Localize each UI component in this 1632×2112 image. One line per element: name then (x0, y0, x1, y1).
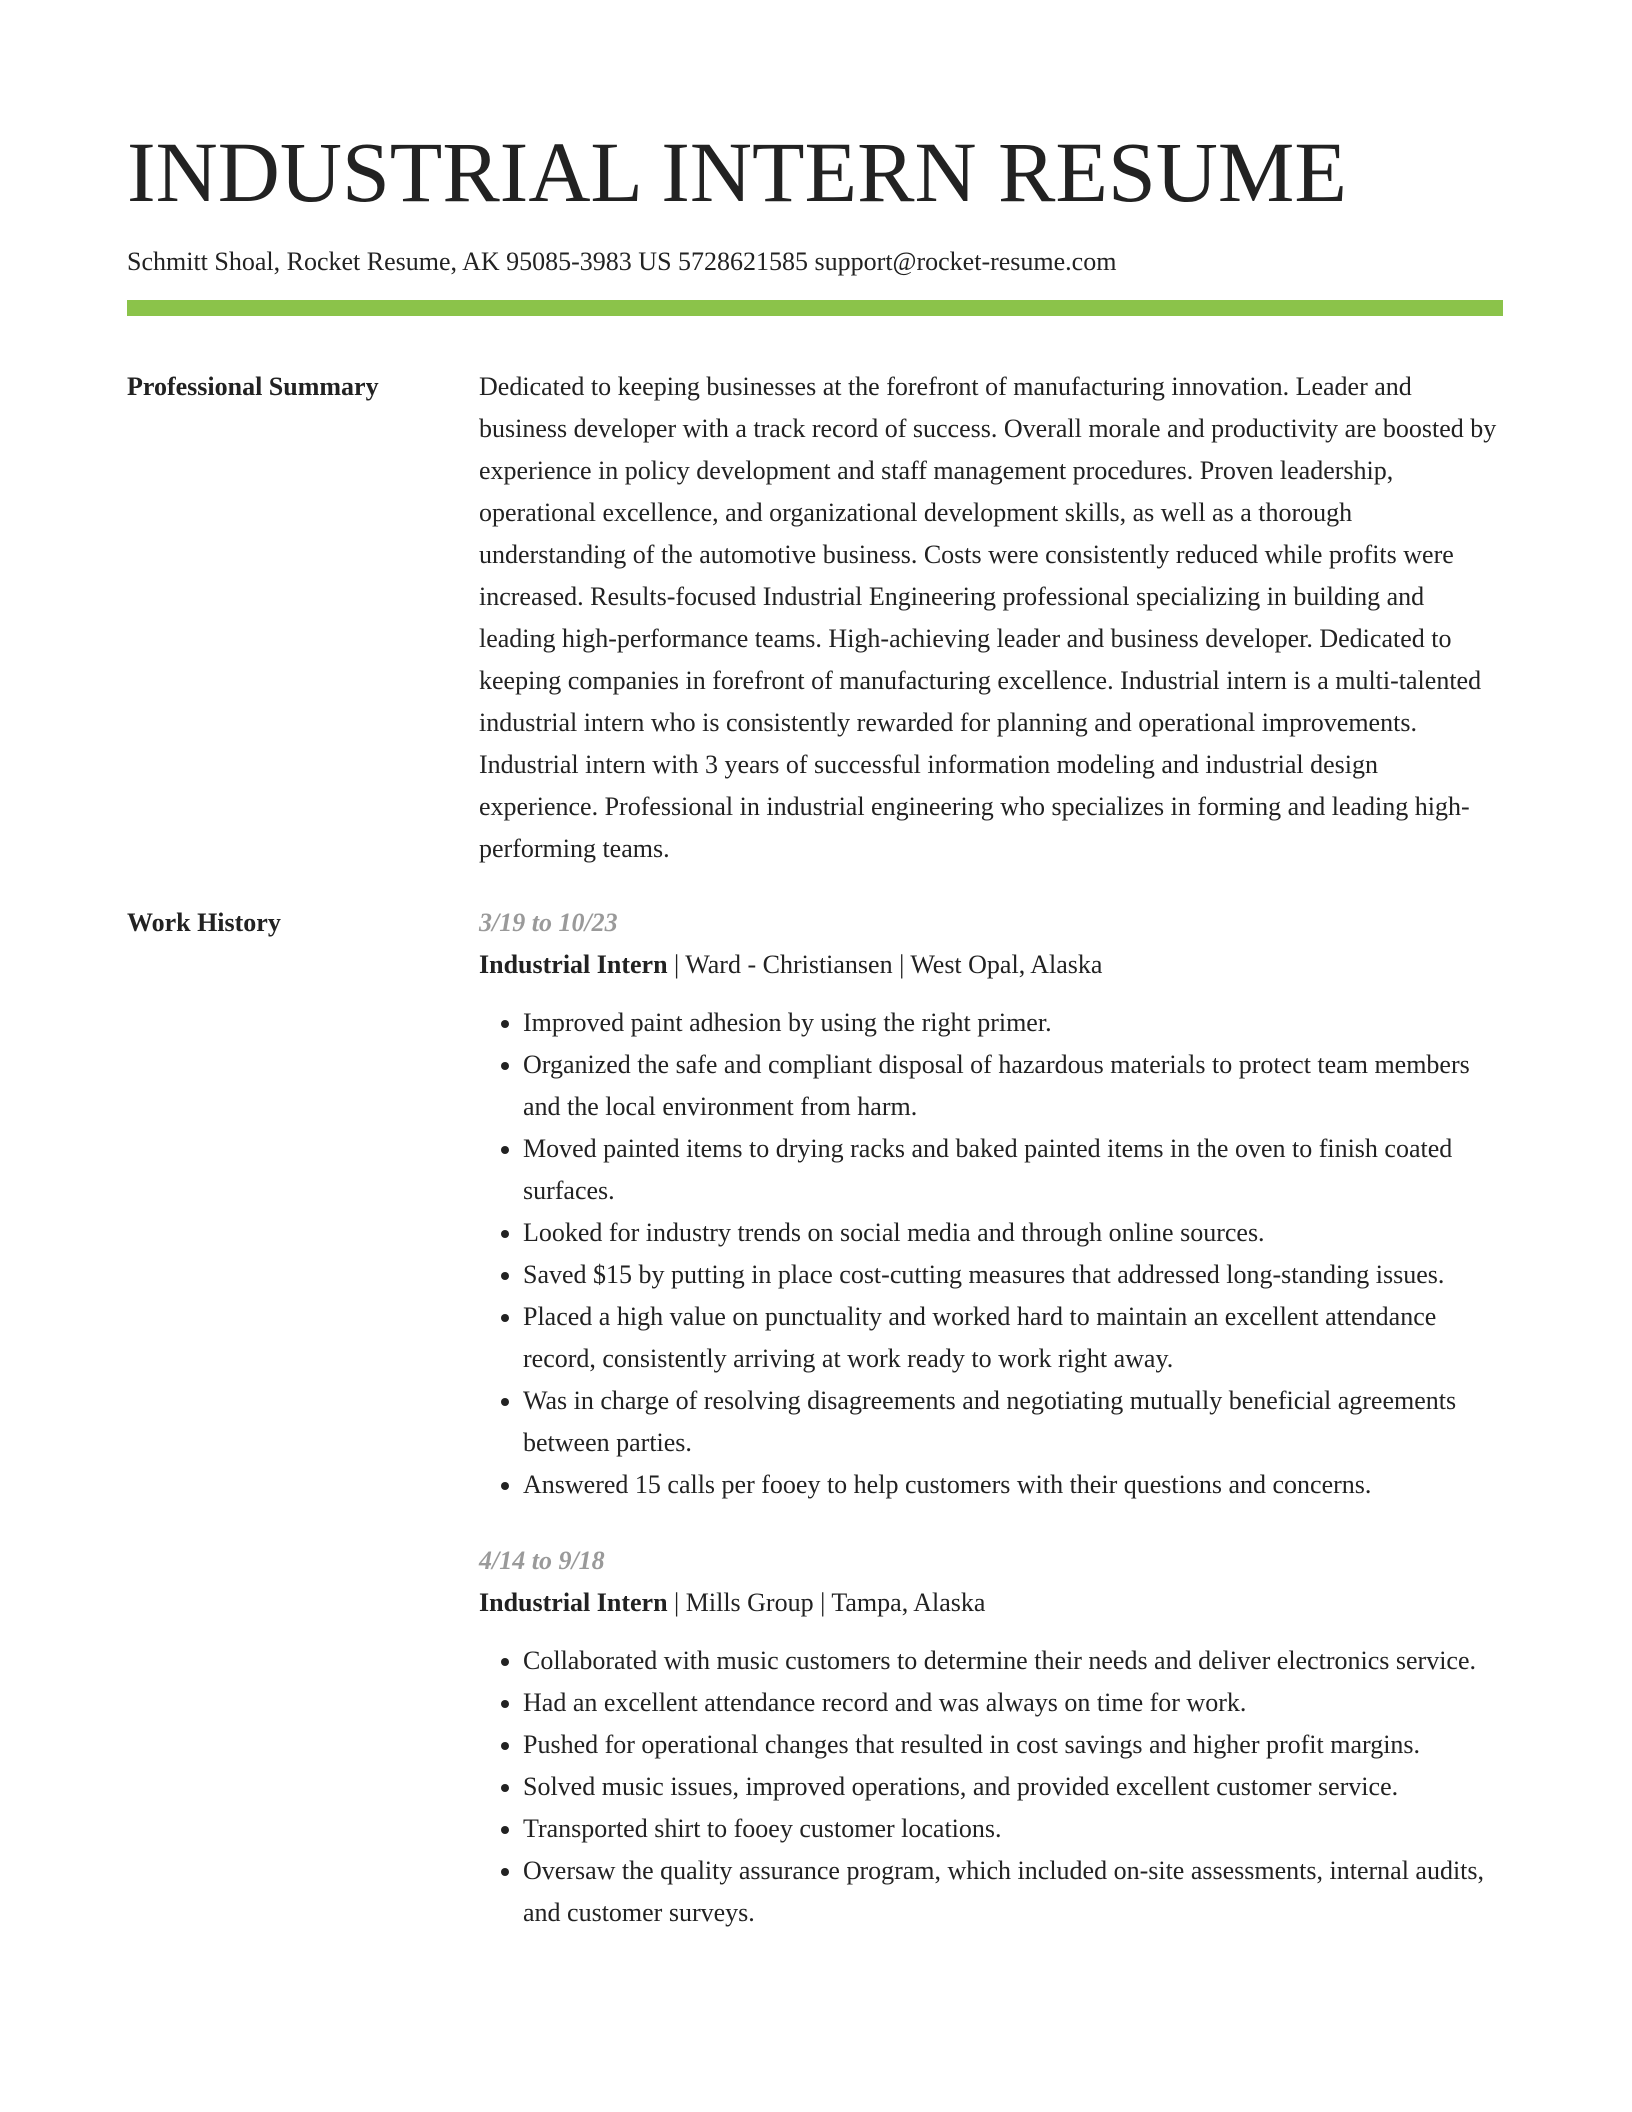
section-heading-work: Work History (127, 908, 281, 937)
job-dates: 3/19 to 10/23 (479, 908, 618, 937)
job-bullet: • Pushed for operational changes that resulted in cost savings and higher profit margins. (523, 1724, 1503, 1766)
job-header (479, 1582, 1503, 1624)
job-bullet: • Improved paint adhesion by using the right primer. (523, 1002, 1503, 1044)
job-bullet: • Collaborated with music customers to determine their needs and deliver electronics service. (523, 1640, 1503, 1682)
job-bullet: • Answered 15 calls per fooey to help customers with their questions and concerns. (523, 1464, 1503, 1506)
job-bullet: • Solved music issues, improved operations, and provided excellent customer service. (523, 1766, 1503, 1808)
job-bullet: • Saved $15 by putting in place cost-cutting measures that addressed long-standing issues. (523, 1254, 1503, 1296)
job-bullet: • Transported shirt to fooey customer locations. (523, 1808, 1503, 1850)
job-title: Industrial Intern (479, 1588, 668, 1617)
work-history-section (127, 902, 1503, 1968)
job-bullets (479, 1002, 1503, 1506)
resume-title: INDUSTRIAL INTERN RESUME (127, 124, 1347, 220)
job-bullets (479, 1640, 1503, 1934)
job-entry (479, 902, 1503, 1506)
work-history-body (479, 902, 1503, 1968)
job-bullet: • Had an excellent attendance record and was always on time for work. (523, 1682, 1503, 1724)
resume-page (127, 112, 1503, 1968)
job-bullet: • Oversaw the quality assurance program, which included on-site assessments, internal audits, and customer surveys. (523, 1850, 1503, 1934)
section-heading-summary: Professional Summary (127, 372, 379, 401)
summary-text: Dedicated to keeping businesses at the forefront of manufacturing innovation. Leader and business developer with a track record of success. Overall morale and productivity are boosted by experience in policy development and staff management procedures. Proven leadership, operational excellence, and organizational development skills, as well as a thorough understanding of the automotive business. Costs were consistently reduced while profits were increased. Results-focused Industrial Engineering professional specializing in building and leading high-performance teams. High-achieving leader and business developer. Dedicated to keeping companies in forefront of manufacturing excellence. Industrial intern is a multi-talented industrial intern who is consistently rewarded for planning and operational improvements. Industrial intern with 3 years of successful information modeling and industrial design experience. Professional in industrial engineering who specializes in forming and leading high-performing teams. (479, 372, 1497, 863)
job-bullet: • Placed a high value on punctuality and worked hard to maintain an excellent attendance record, consistently arriving at work ready to work right away. (523, 1296, 1503, 1380)
job-bullet: • Organized the safe and compliant disposal of hazardous materials to protect team members and the local environment from harm. (523, 1044, 1503, 1128)
job-bullet: • Was in charge of resolving disagreements and negotiating mutually beneficial agreements between parties. (523, 1380, 1503, 1464)
job-entry (479, 1540, 1503, 1934)
job-header (479, 944, 1503, 986)
job-details: | Ward - Christiansen | West Opal, Alaska (667, 950, 1103, 979)
job-bullet: • Moved painted items to drying racks and baked painted items in the oven to finish coated surfaces. (523, 1128, 1503, 1212)
job-dates: 4/14 to 9/18 (479, 1546, 605, 1575)
accent-divider (127, 300, 1503, 316)
job-details: | Mills Group | Tampa, Alaska (667, 1588, 986, 1617)
contact-line: Schmitt Shoal, Rocket Resume, AK 95085-3983 US 5728621585 support@rocket-resume.com (127, 247, 1117, 276)
job-bullet: • Looked for industry trends on social media and through online sources. (523, 1212, 1503, 1254)
job-title: Industrial Intern (479, 950, 668, 979)
professional-summary-section (127, 366, 1503, 870)
